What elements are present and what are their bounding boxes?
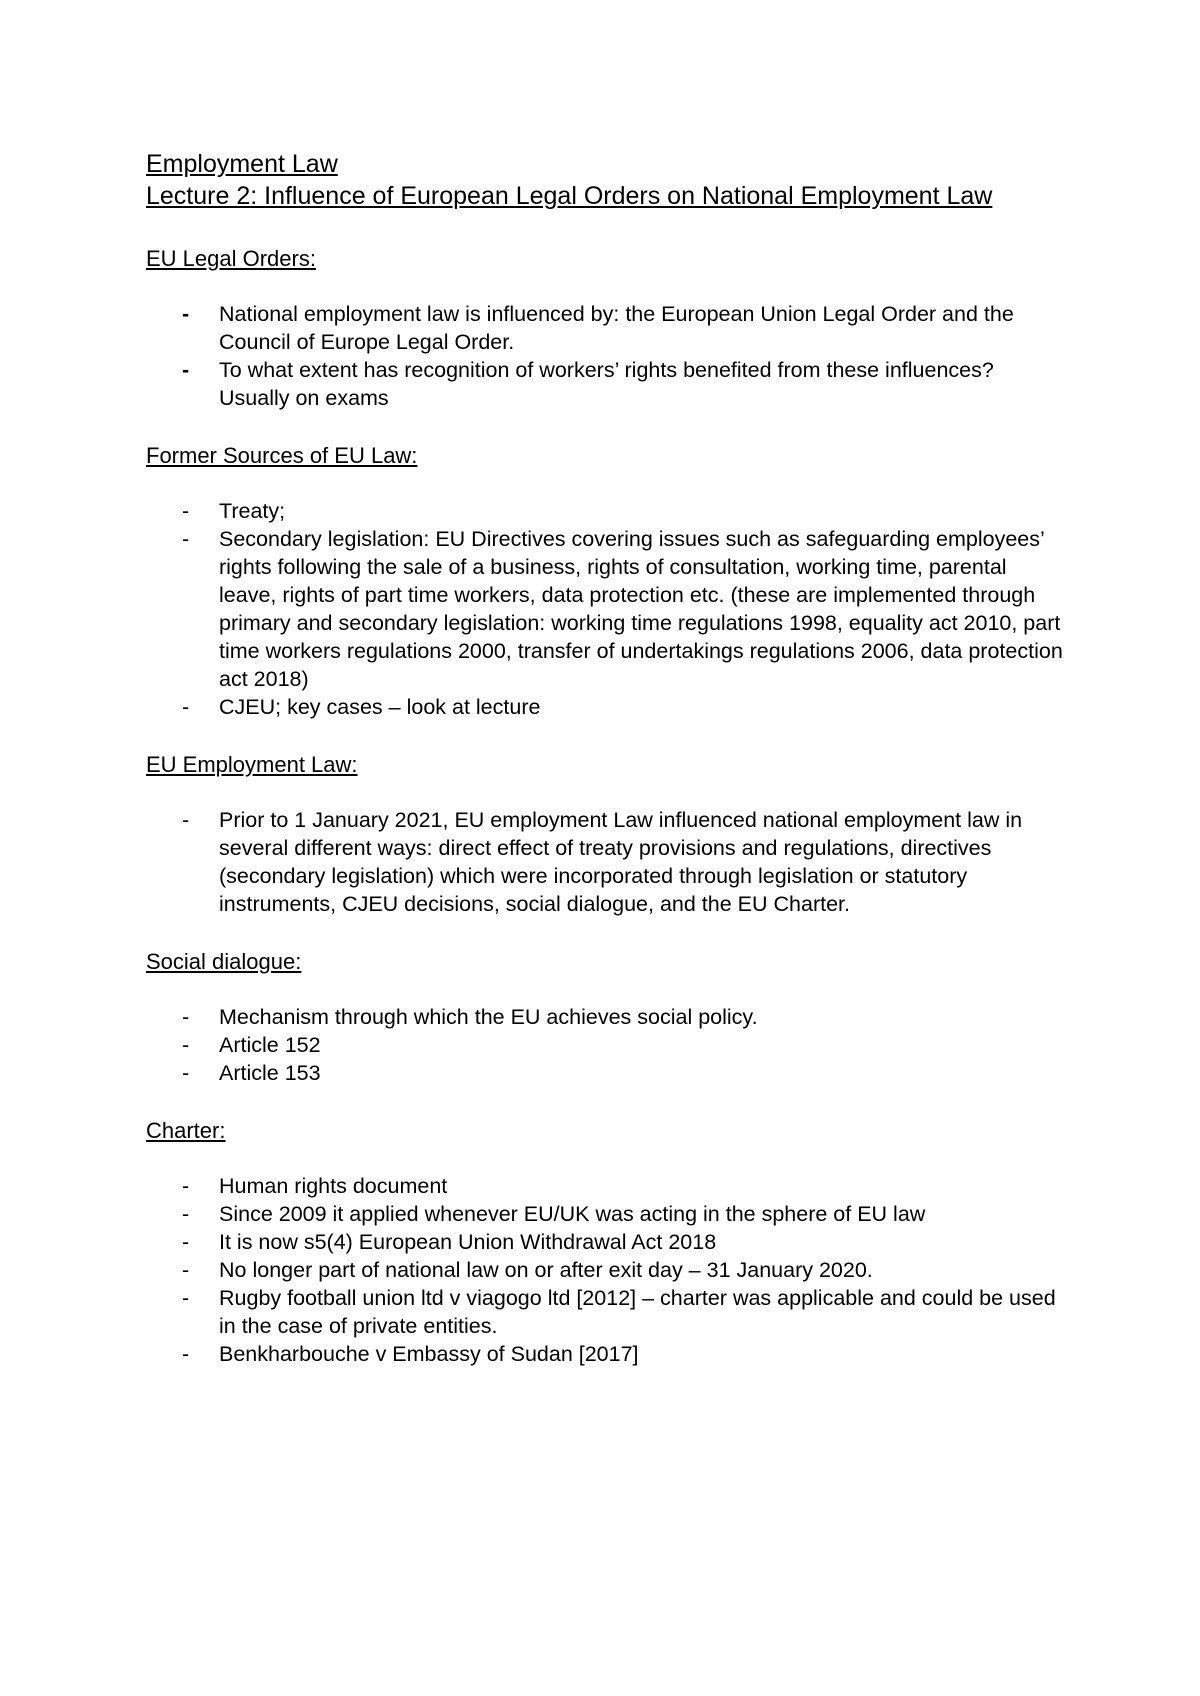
bullet-list <box>146 1172 1066 1368</box>
list-item <box>146 1228 1069 1256</box>
dash-bullet: - <box>182 1061 190 1085</box>
list-item-text: Rugby football union ltd v viagogo ltd [2012] – charter was applicable and could be used in the case of private entities. <box>219 1286 1056 1338</box>
section-eu-legal-orders <box>146 245 1066 412</box>
dash-bullet: - <box>182 695 190 719</box>
dash-bullet: - <box>182 1286 190 1310</box>
list-item-text: Mechanism through which the EU achieves social policy. <box>219 1005 758 1029</box>
list-item-text: To what extent has recognition of workers’ rights benefited from these influences? Usually on exams <box>219 358 994 410</box>
list-item <box>146 1340 1069 1368</box>
list-item-text: Prior to 1 January 2021, EU employment Law influenced national employment law in several different ways: direct effect of treaty provisions and regulations, directives (secondary legislation) which were incorporated through legislation or statutory instruments, CJEU decisions, social dialogue, and the EU Charter. <box>219 808 1023 916</box>
section-heading: Charter: <box>146 1118 226 1143</box>
dash-bullet: - <box>182 358 190 382</box>
list-item-text: CJEU; key cases – look at lecture <box>219 695 541 719</box>
list-item <box>146 806 1069 918</box>
dash-bullet: - <box>182 499 190 523</box>
section-charter <box>146 1117 1066 1368</box>
section-heading: EU Employment Law: <box>146 752 358 777</box>
list-item <box>146 1059 1069 1087</box>
dash-bullet: - <box>182 1033 190 1057</box>
list-item-text: Benkharbouche v Embassy of Sudan [2017] <box>219 1342 639 1366</box>
list-item-text: Article 153 <box>219 1061 321 1085</box>
document-subtitle: Lecture 2: Influence of European Legal Orders on National Employment Law <box>146 182 993 210</box>
document-title: Employment Law <box>146 150 338 178</box>
document-page <box>146 148 1066 1368</box>
list-item-text: National employment law is influenced by: the European Union Legal Order and the Council of Europe Legal Order. <box>219 302 1014 354</box>
list-item-text: Treaty; <box>219 499 286 523</box>
list-item <box>146 1284 1069 1340</box>
list-item-text: No longer part of national law on or after exit day – 31 January 2020. <box>219 1258 873 1282</box>
section-social-dialogue <box>146 948 1066 1087</box>
list-item <box>146 1200 1069 1228</box>
list-item-text: Secondary legislation: EU Directives covering issues such as safeguarding employees’ rights following the sale of a business, rights of consultation, working time, parental leave, rights of part time workers, data protection etc. (these are implemented through primary and secondary legislation: working time regulations 1998, equality act 2010, part time workers regulations 2000, transfer of undertakings regulations 2006, data protection act 2018) <box>219 527 1063 691</box>
list-item <box>146 525 1069 693</box>
list-item <box>146 1256 1069 1284</box>
section-heading: Social dialogue: <box>146 949 302 974</box>
section-eu-employment-law <box>146 751 1066 918</box>
bullet-list <box>146 300 1066 412</box>
list-item <box>146 497 1069 525</box>
list-item <box>146 356 1069 412</box>
dash-bullet: - <box>182 1230 190 1254</box>
section-heading: EU Legal Orders: <box>146 246 316 271</box>
dash-bullet: - <box>182 1202 190 1226</box>
dash-bullet: - <box>182 808 190 832</box>
dash-bullet: - <box>182 1342 190 1366</box>
list-item-text: Article 152 <box>219 1033 321 1057</box>
list-item-text: Human rights document <box>219 1174 448 1198</box>
bullet-list <box>146 1003 1066 1087</box>
section-heading: Former Sources of EU Law: <box>146 443 418 468</box>
list-item-text: Since 2009 it applied whenever EU/UK was acting in the sphere of EU law <box>219 1202 926 1226</box>
bullet-list <box>146 806 1066 918</box>
dash-bullet: - <box>182 1005 190 1029</box>
list-item <box>146 1172 1069 1200</box>
list-item-text: It is now s5(4) European Union Withdrawal Act 2018 <box>219 1230 717 1254</box>
list-item <box>146 300 1069 356</box>
list-item <box>146 693 1069 721</box>
list-item <box>146 1003 1069 1031</box>
dash-bullet: - <box>182 1174 190 1198</box>
dash-bullet: - <box>182 302 190 326</box>
bullet-list <box>146 497 1066 721</box>
dash-bullet: - <box>182 527 190 551</box>
section-former-sources <box>146 442 1066 721</box>
list-item <box>146 1031 1069 1059</box>
dash-bullet: - <box>182 1258 190 1282</box>
